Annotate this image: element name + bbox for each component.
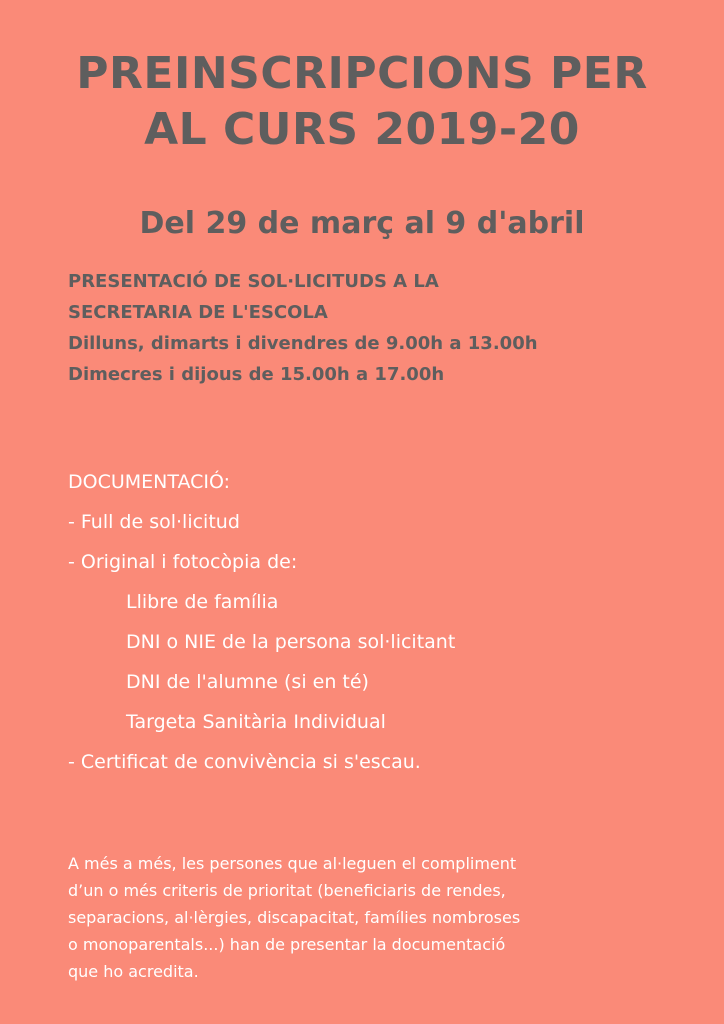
submission-line-1: PRESENTACIÓ DE SOL·LICITUDS A LA <box>68 271 439 292</box>
submission-info <box>68 266 708 390</box>
poster-title <box>0 46 724 158</box>
note-line: A més a més, les persones que al·leguen el compliment <box>68 854 517 873</box>
priority-note <box>68 850 688 985</box>
title-line-1: PREINSCRIPCIONS PER <box>76 48 648 99</box>
doc-subitem: Llibre de família <box>126 591 279 613</box>
schedule-line-1: Dilluns, dimarts i divendres de 9.00h a 13.00h <box>68 333 538 354</box>
doc-item: - Full de sol·licitud <box>68 511 240 533</box>
doc-item: - Original i fotocòpia de: <box>68 551 298 573</box>
note-line: d’un o més criteris de prioritat (beneficiaris de rendes, <box>68 881 506 900</box>
note-line: o monoparentals...) han de presentar la documentació <box>68 935 506 954</box>
documentation-heading: DOCUMENTACIÓ: <box>68 471 231 493</box>
doc-subitem: DNI de l'alumne (si en té) <box>126 671 369 693</box>
note-line: que ho acredita. <box>68 962 199 981</box>
title-line-2: AL CURS 2019-20 <box>144 104 580 155</box>
doc-subitem: Targeta Sanitària Individual <box>126 711 386 733</box>
schedule-line-2: Dimecres i dijous de 15.00h a 17.00h <box>68 364 445 385</box>
note-line: separacions, al·lèrgies, discapacitat, famílies nombroses <box>68 908 521 927</box>
date-range: Del 29 de març al 9 d'abril <box>139 206 585 241</box>
submission-line-2: SECRETARIA DE L'ESCOLA <box>68 302 328 323</box>
documentation-section <box>68 462 708 782</box>
doc-item: - Certificat de convivència si s'escau. <box>68 751 421 773</box>
doc-subitem: DNI o NIE de la persona sol·licitant <box>126 631 456 653</box>
